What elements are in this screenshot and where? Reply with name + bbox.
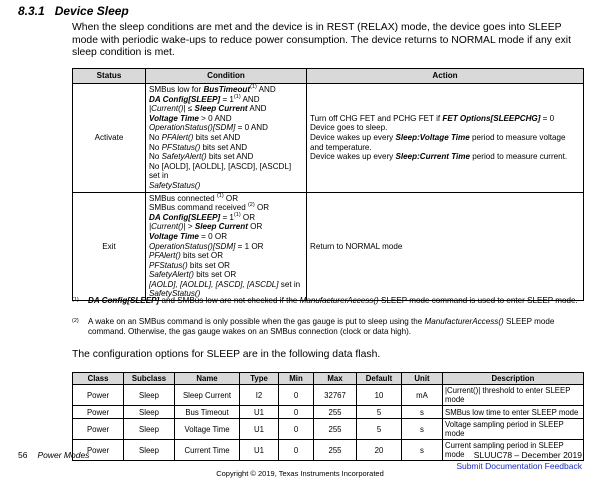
document-id: SLUUC78 – December 2019 bbox=[473, 450, 582, 460]
status-exit: Exit bbox=[73, 192, 146, 301]
footnote-2: (2) A wake on an SMBus command is only possible when the gas gauge is put to sleep using the ManufacturerAccess() SLEEP mode command. Otherwise, the gas gauge wakes on an SMBus connection (clock or data high). bbox=[72, 317, 555, 336]
table-row-exit bbox=[73, 192, 584, 301]
section-title: Device Sleep bbox=[54, 4, 129, 18]
footnote-1: (1) DA Config[SLEEP] and SMBus low are not checked if the ManufacturerAccess() SLEEP mode command is used to enter SLEEP mode. bbox=[72, 296, 578, 305]
sleep-conditions-table bbox=[72, 68, 584, 301]
activate-actions: Turn off CHG FET and PCHG FET if FET Options[SLEEPCHG] = 0 Device goes to sleep. Device wakes up every Sleep:Voltage Time period to measure voltage and temperature. Device wakes up every Sleep:Current Time period to measure current. bbox=[307, 84, 584, 193]
exit-action: Return to NORMAL mode bbox=[307, 192, 584, 301]
footer-right bbox=[456, 450, 582, 471]
activate-conditions: SMBus low for BusTimeout$^{(1)}$ AND DA Config[SLEEP] = $1^{(1)}$ AND |Current()| ≤ Sleep Current AND Voltage Time > 0 AND OperationStatus()[SDM] = 0 AND No PFAlert() bits set AND No PFStatus() bits set AND No SafetyAlert() bits set AND No [AOLD], [AOLDL], [ASCD], [ASCDL] set in SafetyStatus() bbox=[146, 84, 307, 193]
section-number: 8.3.1 bbox=[18, 4, 45, 18]
table-row: Power Sleep Current Time U1 0 255 20 s Current sampling period in SLEEP mode bbox=[73, 440, 584, 461]
table-header-row bbox=[73, 69, 584, 84]
table-row-activate bbox=[73, 84, 584, 193]
header-condition: Condition bbox=[146, 69, 307, 84]
footer-left bbox=[18, 450, 89, 460]
copyright: Copyright © 2019, Texas Instruments Incorporated bbox=[216, 469, 384, 478]
config-intro: The configuration options for SLEEP are in the following data flash. bbox=[72, 349, 381, 360]
table-row: Power Sleep Voltage Time U1 0 255 5 s Voltage sampling period in SLEEP mode bbox=[73, 419, 584, 440]
exit-conditions: SMBus connected $^{(1)}$ OR SMBus command received $^{(2)}$ OR DA Config[SLEEP] = $1^{(1)}$ OR |Current()| > Sleep Current OR Voltage Time = 0 OR OperationStatus()[SDM] = 1 OR PFAlert() bits set OR PFStatus() bits set OR SafetyAlert() bits set OR [AOLD], [AOLDL], [ASCD], [ASCDL] set in SafetyStatus() bbox=[146, 192, 307, 301]
section-heading bbox=[18, 4, 129, 18]
header-action: Action bbox=[307, 69, 584, 84]
page-number: 56 bbox=[18, 450, 28, 460]
feedback-link[interactable]: Submit Documentation Feedback bbox=[456, 460, 582, 471]
footer-section: Power Modes bbox=[37, 450, 90, 460]
sleep-dataflash-table bbox=[72, 372, 584, 461]
table-row: Power Sleep Sleep Current I2 0 32767 10 mA |Current()| threshold to enter SLEEP mode bbox=[73, 385, 584, 406]
table-row: Power Sleep Bus Timeout U1 0 255 5 s SMBus low time to enter SLEEP mode bbox=[73, 406, 584, 419]
table-header-row: Class Subclass Name Type Min Max Default Unit Description bbox=[73, 373, 584, 385]
header-status: Status bbox=[73, 69, 146, 84]
status-activate: Activate bbox=[73, 84, 146, 193]
intro-paragraph: When the sleep conditions are met and the device is in REST (RELAX) mode, the device goes into SLEEP mode with periodic wake-ups to reduce power consumption. The device returns to NORMAL mode if any exit sleep condition is met. bbox=[72, 22, 571, 58]
